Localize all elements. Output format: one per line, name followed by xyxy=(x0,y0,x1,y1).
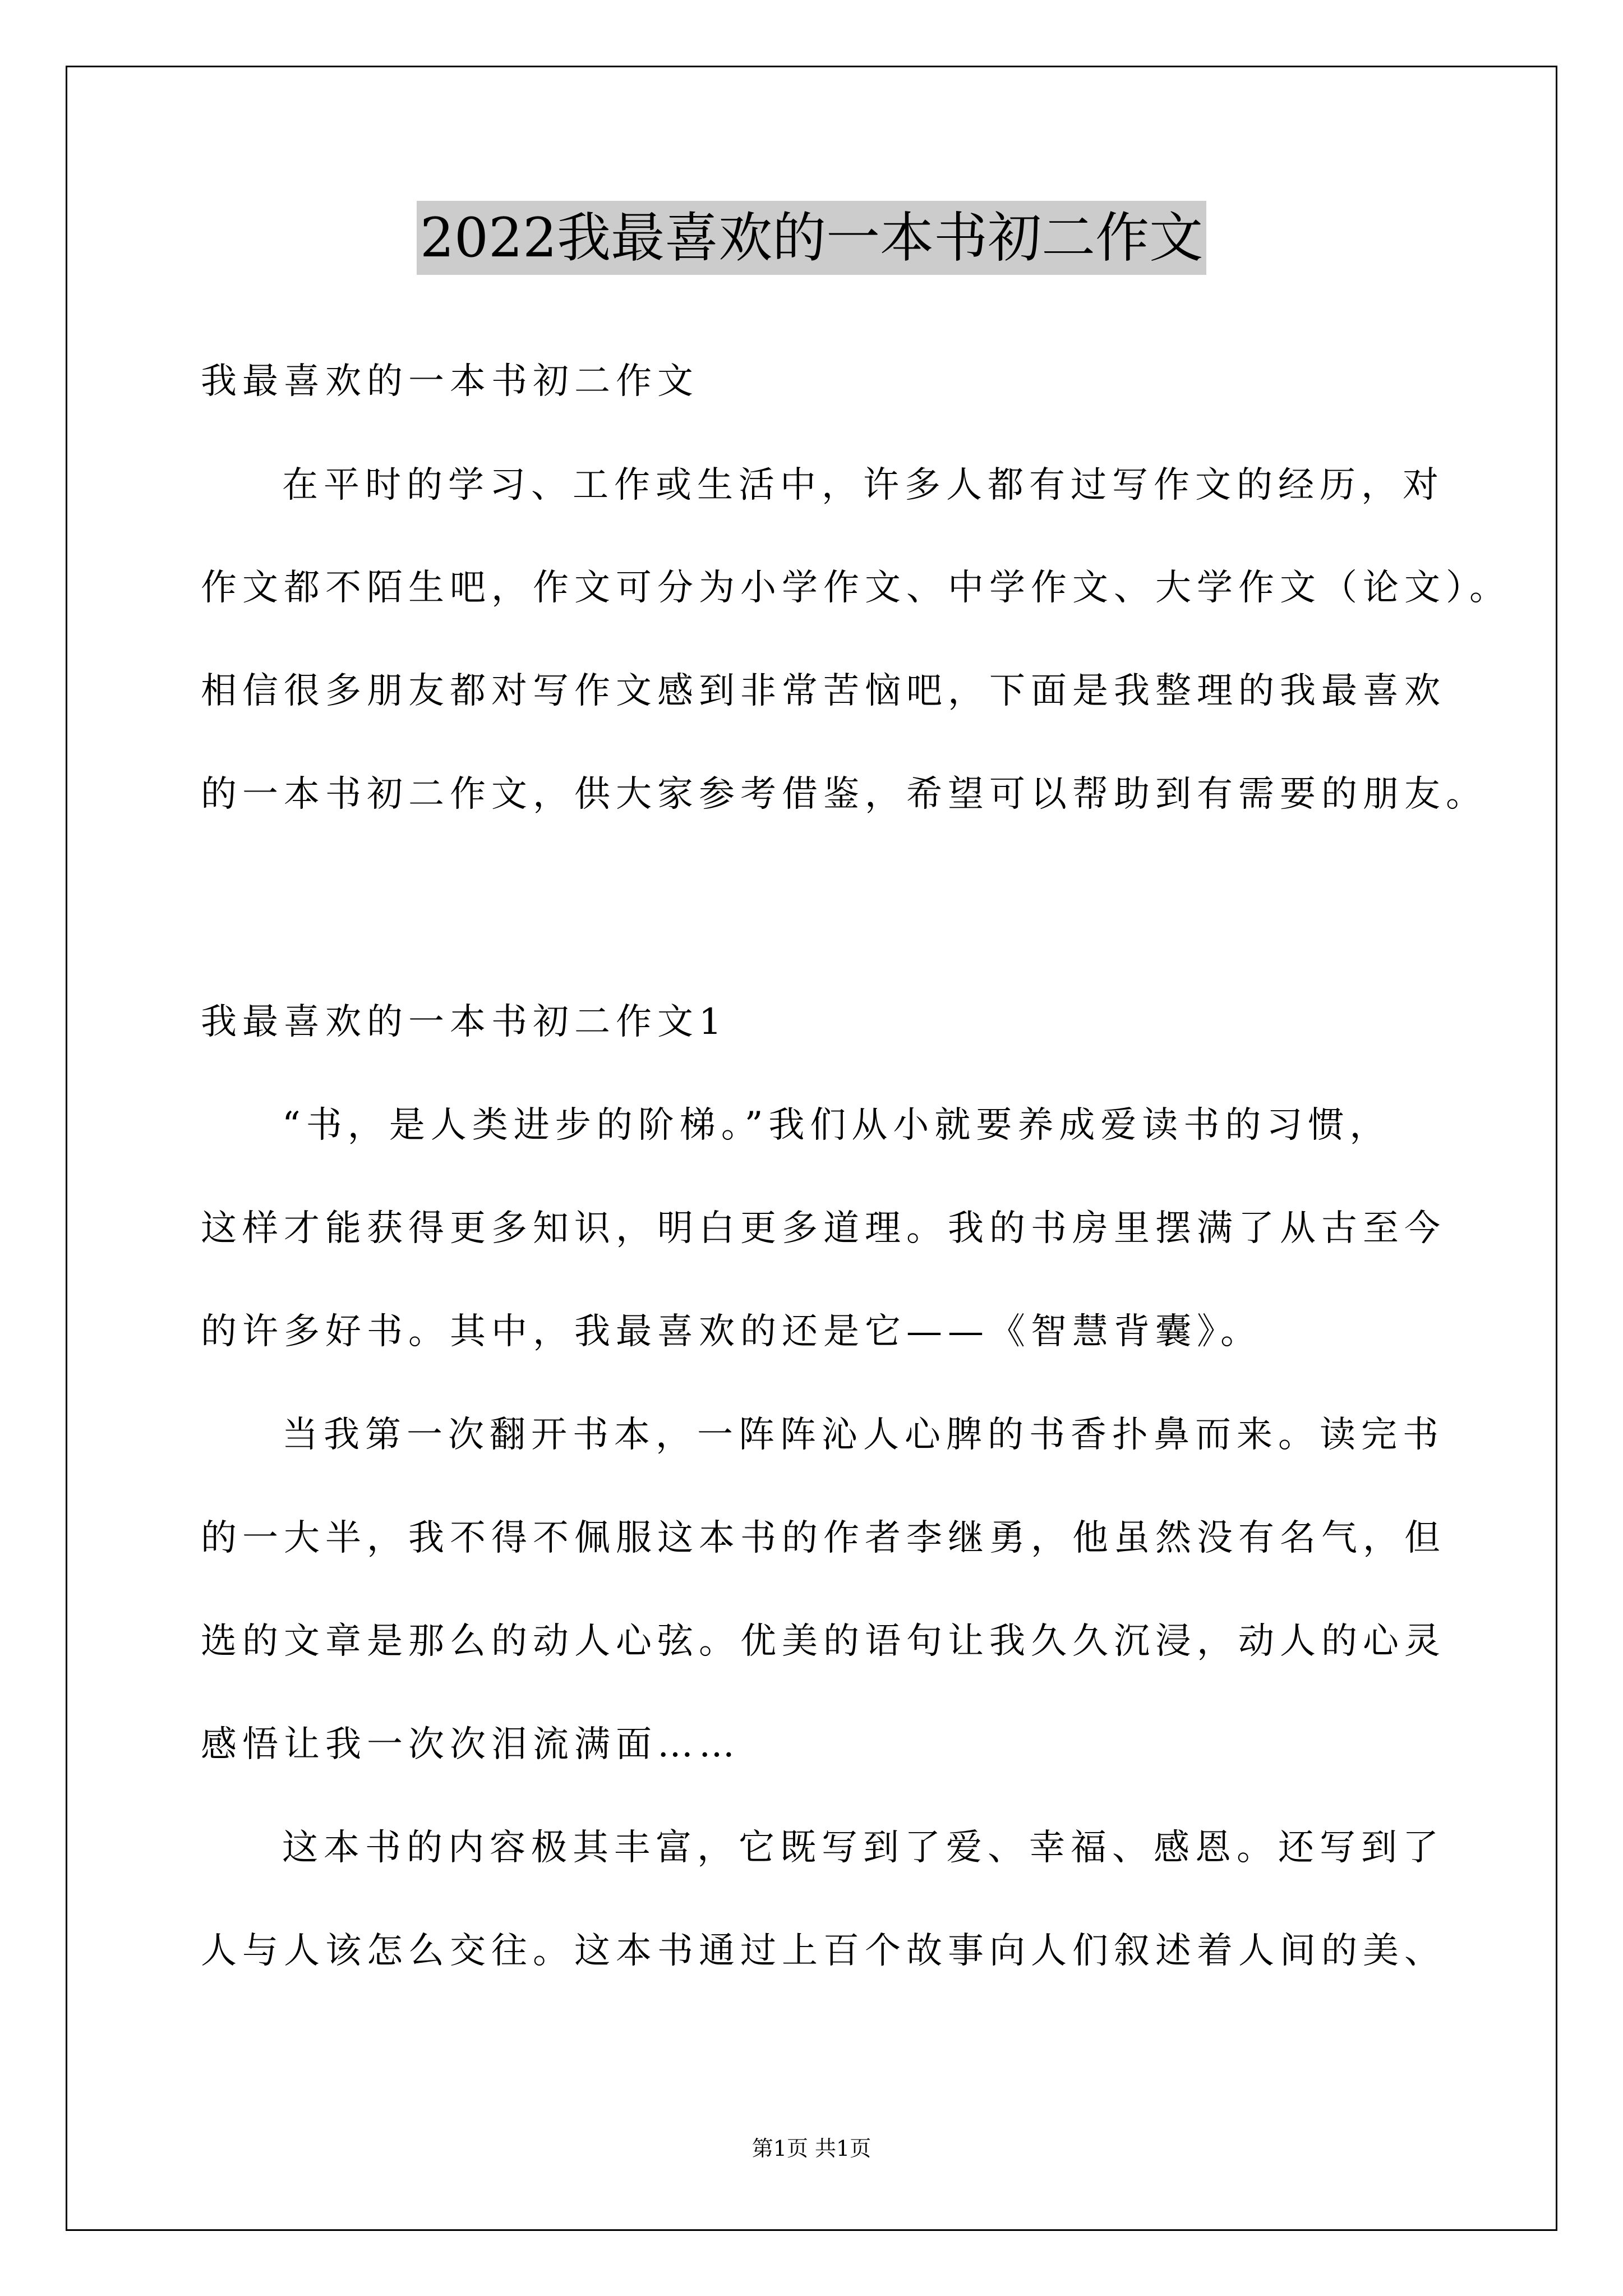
paragraph-line: 相信很多朋友都对写作文感到非常苦恼吧，下面是我整理的我最喜欢 xyxy=(201,670,1446,712)
document-title: 2022我最喜欢的一本书初二作文 xyxy=(417,201,1206,275)
paragraph-line: “书，是人类进步的阶梯。”我们从小就要养成爱读书的习惯， xyxy=(282,1105,1391,1146)
section-heading: 我最喜欢的一本书初二作文1 xyxy=(201,1001,727,1043)
title-container xyxy=(0,201,1623,275)
paragraph-line: 感悟让我一次次泪流满面…… xyxy=(201,1724,740,1765)
paragraph-line: 作文都不陌生吧，作文可分为小学作文、中学作文、大学作文（论文）。 xyxy=(201,567,1511,609)
paragraph-line: 这本书的内容极其丰富，它既写到了爱、幸福、感恩。还写到了 xyxy=(282,1827,1444,1869)
paragraph-line: 人与人该怎么交往。这本书通过上百个故事向人们叙述着人间的美、 xyxy=(201,1930,1446,1972)
paragraph-line: 这样才能获得更多知识，明白更多道理。我的书房里摆满了从古至今 xyxy=(201,1208,1446,1249)
page-footer: 第1页 共1页 xyxy=(751,2136,872,2161)
paragraph-line: 选的文章是那么的动人心弦。优美的语句让我久久沉浸，动人的心灵 xyxy=(201,1621,1446,1662)
paragraph-line: 的一本书初二作文，供大家参考借鉴，希望可以帮助到有需要的朋友。 xyxy=(201,774,1487,815)
paragraph-line: 在平时的学习、工作或生活中，许多人都有过写作文的经历，对 xyxy=(282,464,1444,506)
paragraph-line: 的许多好书。其中，我最喜欢的还是它——《智慧背囊》。 xyxy=(201,1311,1262,1352)
section-heading: 我最喜欢的一本书初二作文 xyxy=(201,361,699,402)
paragraph-line: 的一大半，我不得不佩服这本书的作者李继勇，他虽然没有名气，但 xyxy=(201,1517,1446,1559)
paragraph-line: 当我第一次翻开书本，一阵阵沁人心脾的书香扑鼻而来。读完书 xyxy=(282,1414,1444,1456)
